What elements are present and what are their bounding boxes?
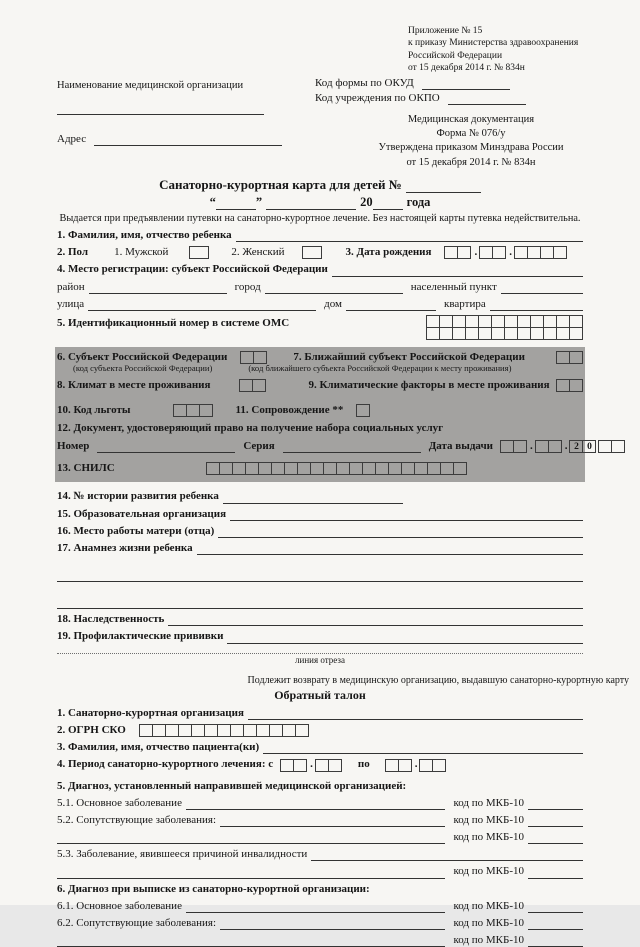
escort-box[interactable] [357, 404, 370, 417]
box-cell[interactable] [199, 404, 213, 417]
discharge-concomitant-disease-field-2[interactable] [57, 934, 445, 947]
child-name-label: 1. Фамилия, имя, отчество ребенка [57, 228, 232, 241]
period-from-month-boxes[interactable] [316, 759, 342, 772]
icd-code-label: код по МКБ-10 [453, 796, 524, 809]
date-separator: . [564, 440, 568, 453]
form-title-row [57, 177, 583, 193]
box-cell[interactable] [269, 724, 283, 737]
concomitant-disease-field[interactable] [220, 814, 445, 827]
code-subnotes [57, 364, 583, 373]
field-4-row [57, 263, 583, 276]
box-cell[interactable] [280, 759, 294, 772]
talon-field-6-row [57, 883, 583, 896]
box-cell[interactable] [556, 351, 570, 364]
field-1-row [57, 229, 583, 242]
box-cell[interactable] [556, 327, 570, 340]
street-label: улица [57, 297, 85, 310]
discharge-main-disease-field[interactable] [186, 900, 445, 913]
box-cell[interactable] [514, 246, 528, 259]
box-cell[interactable] [375, 462, 389, 475]
field-5-row [57, 315, 583, 340]
concomitant-disease-label: 5.2. Сопутствующие заболевания: [57, 813, 217, 826]
icd-code-field[interactable] [528, 814, 583, 827]
box-cell[interactable] [256, 724, 270, 737]
apartment-field[interactable] [490, 298, 583, 311]
city-label: город [234, 280, 261, 293]
period-to-month-boxes[interactable] [420, 759, 446, 772]
issue-date-row [57, 195, 583, 210]
box-cell[interactable] [271, 462, 285, 475]
box-cell[interactable] [385, 759, 399, 772]
box-cell[interactable] [569, 379, 583, 392]
icd-code-label: код по МКБ-10 [453, 865, 524, 878]
icd-code-field[interactable] [528, 866, 583, 879]
field-19-row [57, 630, 583, 643]
year-prefix: 20 [360, 194, 373, 209]
box-cell[interactable] [457, 246, 471, 259]
heredity-field[interactable] [168, 613, 583, 626]
city-field[interactable] [265, 281, 403, 294]
snils-label: 13. СНИЛС [57, 462, 115, 475]
patient-name-field[interactable] [263, 741, 583, 754]
box-cell[interactable] [206, 462, 220, 475]
field-8-9-row [57, 379, 583, 392]
history-number-field[interactable] [223, 491, 403, 504]
box-cell[interactable] [504, 327, 518, 340]
issue-date-label: Дата выдачи [428, 440, 493, 453]
year-field[interactable] [373, 197, 403, 210]
box-cell[interactable] [245, 462, 259, 475]
doc-series-field[interactable] [283, 440, 421, 453]
date-separator: . [414, 758, 418, 771]
issue-day-boxes[interactable] [501, 440, 527, 453]
parent-work-field[interactable] [218, 525, 583, 538]
box-cell[interactable] [452, 327, 466, 340]
box-cell[interactable] [535, 440, 549, 453]
registration-label: 4. Место регистрации: субъект Российской Федерации [57, 263, 328, 276]
field-16-row [57, 525, 583, 538]
vaccinations-field[interactable] [227, 631, 583, 644]
box-cell[interactable] [284, 462, 298, 475]
box-cell[interactable] [500, 440, 514, 453]
child-name-field[interactable] [236, 229, 583, 242]
box-cell[interactable] [173, 404, 187, 417]
anamnesis-field-line3[interactable] [57, 596, 583, 609]
box-cell[interactable] [362, 462, 376, 475]
climate-boxes[interactable] [240, 379, 266, 392]
box-cell[interactable] [478, 327, 492, 340]
talon-title: Обратный талон [274, 688, 366, 703]
box-cell[interactable] [513, 440, 527, 453]
sex-female-label: 2. Женский [231, 246, 285, 259]
address-row [57, 133, 282, 146]
talon-field-6-1-row [57, 900, 583, 913]
education-org-field[interactable] [230, 508, 583, 521]
box-cell[interactable] [556, 379, 570, 392]
escort-label: 11. Сопровождение ** [235, 403, 344, 416]
talon-icd-extra-row [57, 865, 583, 878]
box-cell[interactable] [517, 327, 531, 340]
field-13-row [57, 462, 583, 475]
box-cell[interactable] [569, 351, 583, 364]
box-cell[interactable] [611, 440, 625, 453]
history-number-label: 14. № истории развития ребенка [57, 490, 219, 503]
month-field[interactable] [266, 197, 356, 210]
talon-field-4-row [57, 758, 583, 771]
appendix-line: от 15 декабря 2014 г. № 834н [408, 63, 525, 74]
box-cell[interactable] [293, 759, 307, 772]
settlement-field[interactable] [501, 281, 583, 294]
talon-field-3-row [57, 741, 583, 754]
close-quote: ” [255, 194, 263, 209]
box-cell[interactable] [598, 440, 612, 453]
okud-label: Код формы по ОКУД [315, 77, 414, 89]
box-cell[interactable] [427, 462, 441, 475]
referral-diagnosis-label: 5. Диагноз, установленный направившей медицинской организацией: [57, 779, 407, 792]
doc-info-line: Утверждена приказом Минздрава России [378, 142, 564, 154]
icd-code-label: код по МКБ-10 [453, 917, 524, 930]
box-cell[interactable] [232, 462, 246, 475]
appendix-line: Российской Федерации [408, 50, 503, 61]
nearest-subject-note: (код ближайшего субъекта Российской Федерации к месту проживания) [248, 363, 512, 374]
form-title: Санаторно-курортная карта для детей № [159, 177, 402, 192]
talon-field-5-2-row [57, 814, 583, 827]
appendix-reference [408, 25, 640, 74]
talon-field-5-1-row [57, 797, 583, 810]
anamnesis-extra-line-2 [57, 596, 583, 609]
sex-male-checkbox[interactable] [190, 246, 209, 259]
anamnesis-field[interactable] [197, 542, 583, 555]
box-cell[interactable] [569, 327, 583, 340]
issue-year-boxes[interactable] [570, 440, 596, 453]
disability-disease-label: 5.3. Заболевание, явившееся причиной инвалидности [57, 848, 308, 861]
box-cell[interactable] [204, 724, 218, 737]
climate-factors-boxes[interactable] [557, 379, 583, 392]
box-cell[interactable] [323, 462, 337, 475]
box-cell-prefilled: 0 [582, 440, 596, 453]
box-cell[interactable] [453, 462, 467, 475]
box-cell[interactable] [315, 759, 329, 772]
box-cell[interactable] [165, 724, 179, 737]
ogrn-boxes[interactable] [140, 724, 309, 737]
okpo-label: Код учреждения по ОКПО [315, 92, 440, 105]
field-18-row [57, 613, 583, 626]
talon-field-5-row [57, 780, 583, 793]
validity-note: Выдается при предъявлении путевки на санаторно-курортное лечение. Без настоящей карты путевка недействительна. [59, 212, 581, 224]
period-from-day-boxes[interactable] [281, 759, 307, 772]
year-suffix: года [406, 194, 431, 209]
org-name-field[interactable] [57, 113, 264, 115]
period-to-day-boxes[interactable] [386, 759, 412, 772]
settlement-label: населенный пункт [410, 280, 497, 293]
appendix-line: к приказу Министерства здравоохранения [408, 38, 579, 49]
field-4-sub2-row [57, 298, 583, 311]
date-separator: . [310, 758, 313, 771]
sex-label: 2. Пол [57, 246, 89, 259]
box-cell[interactable] [336, 462, 350, 475]
icd-code-label: код по МКБ-10 [453, 831, 524, 844]
field-2-3-row [57, 246, 583, 259]
subject-code-label: 6. Субъект Российской Федерации [57, 350, 228, 363]
field-12-detail-row [57, 440, 592, 453]
box-cell[interactable] [328, 759, 342, 772]
box-cell[interactable] [444, 246, 458, 259]
concomitant-disease-field-2[interactable] [57, 831, 445, 844]
issue-month-boxes[interactable] [536, 440, 562, 453]
okpo-field[interactable] [448, 92, 526, 105]
box-cell[interactable] [349, 462, 363, 475]
street-field[interactable] [88, 298, 316, 311]
ogrn-label: 2. ОГРН СКО [57, 723, 126, 736]
box-cell[interactable] [465, 327, 479, 340]
box-cell[interactable] [189, 246, 209, 259]
discharge-main-disease-label: 6.1. Основное заболевание [57, 899, 182, 912]
talon-field-5-3-row [57, 848, 583, 861]
box-cell[interactable] [398, 759, 412, 772]
box-cell[interactable] [178, 724, 192, 737]
card-number-field[interactable] [406, 180, 481, 193]
field-12-row [57, 422, 583, 435]
doc-info-line: Медицинская документация [407, 114, 535, 125]
vaccinations-label: 19. Профилактические прививки [57, 630, 224, 643]
resort-org-field[interactable] [248, 707, 583, 720]
box-cell[interactable] [356, 404, 370, 417]
box-cell[interactable] [186, 404, 200, 417]
code-fields [315, 75, 591, 105]
subject-code-note: (код субъекта Российской Федерации) [73, 363, 213, 374]
box-cell[interactable] [491, 327, 505, 340]
discharge-diagnosis-label: 6. Диагноз при выписке из санаторно-курортной организации: [57, 882, 370, 895]
open-quote: “ [209, 194, 216, 209]
date-separator: . [509, 246, 512, 259]
icd-code-label: код по МКБ-10 [453, 813, 524, 826]
district-label: район [57, 280, 85, 293]
doc-info-line: от 15 декабря 2014 г. № 834н [406, 156, 536, 168]
anamnesis-label: 17. Анамнез жизни ребенка [57, 542, 193, 555]
box-cell[interactable] [191, 724, 205, 737]
period-to-label: по [357, 758, 370, 771]
climate-label: 8. Климат в месте проживания [57, 378, 211, 391]
box-cell[interactable] [230, 724, 244, 737]
box-cell[interactable] [297, 462, 311, 475]
anamnesis-field-line2[interactable] [57, 569, 583, 582]
box-cell[interactable] [527, 246, 541, 259]
talon-icd-extra-row [57, 831, 583, 844]
icd-code-label: код по МКБ-10 [453, 934, 524, 947]
birth-year-boxes[interactable] [515, 246, 567, 259]
education-org-label: 15. Образовательная организация [57, 507, 227, 520]
oms-label: 5. Идентификационный номер в системе ОМС [57, 316, 290, 329]
climate-factors-label: 9. Климатические факторы в месте проживания [308, 378, 550, 391]
box-cell[interactable] [401, 462, 415, 475]
birth-date-label: 3. Дата рождения [345, 246, 432, 259]
main-disease-label: 5.1. Основное заболевание [57, 796, 182, 809]
box-cell[interactable] [440, 462, 454, 475]
icd-code-field[interactable] [528, 797, 583, 810]
resort-org-label: 1. Санаторно-курортная организация [57, 706, 244, 719]
address-field[interactable] [94, 133, 282, 146]
box-cell[interactable] [217, 724, 231, 737]
birth-day-boxes[interactable] [445, 246, 471, 259]
box-cell[interactable] [152, 724, 166, 737]
box-cell[interactable] [295, 724, 309, 737]
discharge-concomitant-disease-label: 6.2. Сопутствующие заболевания: [57, 917, 217, 930]
box-cell[interactable] [439, 327, 453, 340]
box-cell[interactable] [219, 462, 233, 475]
icd-code-label: код по МКБ-10 [453, 899, 524, 912]
document-label: 12. Документ, удостоверяющий право на получение набора социальных услуг [57, 421, 444, 434]
field-15-row [57, 508, 583, 521]
nearest-subject-boxes[interactable] [557, 351, 583, 364]
talon-field-6-2-row [57, 917, 583, 930]
doc-number-field[interactable] [97, 440, 235, 453]
box-cell[interactable] [492, 246, 506, 259]
birth-month-boxes[interactable] [480, 246, 506, 259]
nearest-subject-label: 7. Ближайший субъект Российской Федерации [293, 350, 525, 363]
field-4-sub1-row [57, 281, 583, 294]
apartment-label: квартира [444, 297, 486, 310]
doc-classification [337, 113, 605, 170]
anamnesis-extra-line-1 [57, 569, 583, 582]
icd-code-field[interactable] [528, 917, 583, 930]
return-note: Подлежит возврату в медицинскую организацию, выдавшую санаторно-курортную карту [247, 675, 629, 687]
subject-field[interactable] [332, 264, 583, 277]
doc-info-line: Форма № 076/у [436, 128, 506, 140]
disability-disease-field-2[interactable] [57, 866, 445, 879]
icd-code-field[interactable] [528, 934, 583, 947]
disability-disease-field[interactable] [311, 848, 583, 861]
box-cell[interactable] [432, 759, 446, 772]
box-cell[interactable] [139, 724, 153, 737]
box-cell[interactable] [540, 246, 554, 259]
okud-field[interactable] [422, 77, 510, 90]
date-separator: . [474, 246, 478, 259]
field-14-row [57, 490, 583, 503]
box-cell[interactable] [419, 759, 433, 772]
box-cell[interactable] [530, 327, 544, 340]
field-17-row [57, 542, 583, 555]
coded-section [55, 347, 592, 483]
patient-name-label: 3. Фамилия, имя, отчество пациента(ки) [57, 741, 260, 754]
cut-line [57, 653, 583, 654]
sex-male-label: 1. Мужской [114, 246, 169, 259]
heredity-label: 18. Наследственность [57, 613, 165, 626]
doc-number-label: Номер [57, 440, 90, 453]
discharge-concomitant-disease-field[interactable] [220, 917, 445, 930]
main-disease-field[interactable] [186, 797, 445, 810]
appendix-line: Приложение № 15 [408, 26, 483, 36]
privilege-code-boxes[interactable] [174, 404, 213, 417]
treatment-period-label: 4. Период санаторно-курортного лечения: с [57, 758, 274, 771]
box-cell[interactable] [553, 246, 567, 259]
privilege-code-label: 10. Код льготы [57, 403, 131, 416]
oms-grid [427, 315, 583, 340]
field-10-11-row [57, 404, 583, 417]
box-cell[interactable] [243, 724, 257, 737]
box-cell[interactable] [310, 462, 324, 475]
house-label: дом [324, 297, 343, 310]
box-cell[interactable] [388, 462, 402, 475]
icd-code-field[interactable] [528, 900, 583, 913]
address-label: Адрес [57, 133, 87, 145]
oms-row-2[interactable] [427, 327, 583, 340]
talon-field-1-row [57, 707, 583, 720]
doc-series-label: Серия [243, 440, 275, 453]
box-cell[interactable] [258, 462, 272, 475]
box-cell-prefilled: 2 [569, 440, 583, 453]
parent-work-label: 16. Место работы матери (отца) [57, 524, 215, 537]
org-name-label: Наименование медицинской организации [57, 80, 244, 91]
box-cell[interactable] [252, 379, 266, 392]
cut-line-label: линия отреза [295, 654, 345, 665]
issue-year-suffix-boxes[interactable] [599, 440, 625, 453]
box-cell[interactable] [426, 327, 440, 340]
box-cell[interactable] [548, 440, 562, 453]
box-cell[interactable] [282, 724, 296, 737]
talon-icd-extra-row [57, 934, 583, 947]
house-field[interactable] [346, 298, 436, 311]
box-cell[interactable] [414, 462, 428, 475]
talon-field-2-row [57, 724, 583, 737]
icd-code-field[interactable] [528, 831, 583, 844]
box-cell[interactable] [239, 379, 253, 392]
box-cell[interactable] [479, 246, 493, 259]
date-separator: . [529, 440, 533, 453]
form-header [57, 25, 583, 171]
box-cell[interactable] [543, 327, 557, 340]
box-cell[interactable] [302, 246, 322, 259]
district-field[interactable] [89, 281, 227, 294]
sex-female-checkbox[interactable] [303, 246, 322, 259]
day-field[interactable] [216, 197, 256, 210]
snils-boxes[interactable] [207, 462, 467, 475]
